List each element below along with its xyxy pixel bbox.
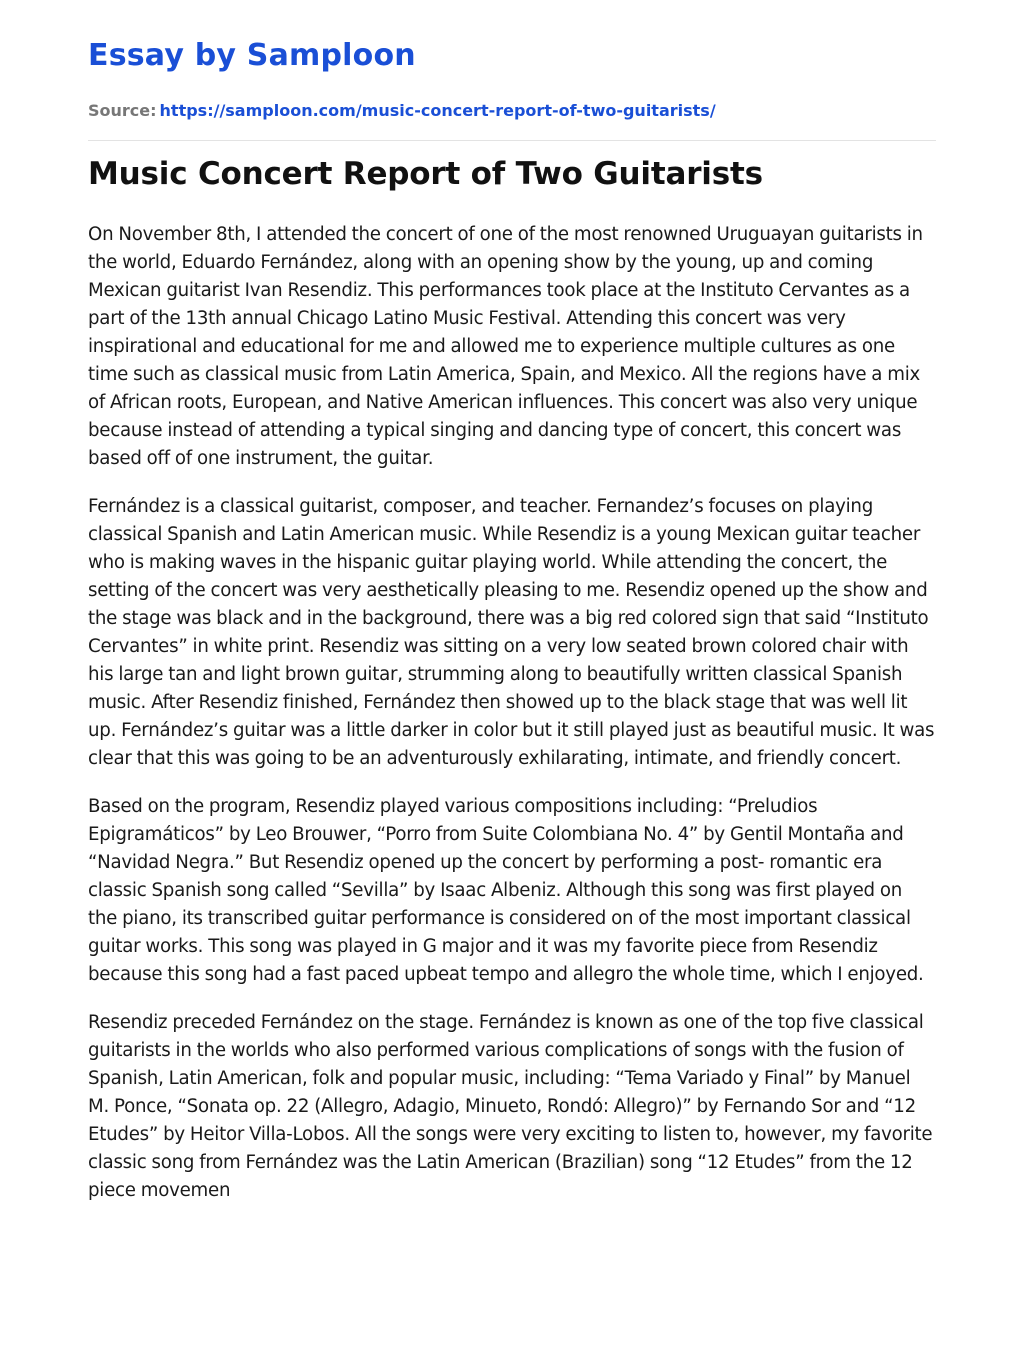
- essay-page: [88, 0, 936, 1225]
- essay-body: [88, 221, 936, 1205]
- essay-paragraph-4: Resendiz preceded Fernández on the stage. Fernández is known as one of the top five classical guitarists in the worlds who also performed various complications of songs with the fusion of Spanish, Latin American, folk and popular music, including: “Tema Variado y Final” by Manuel M. Ponce, “Sonata op. 22 (Allegro, Adagio, Minueto, Rondó: Allegro)” by Fernando Sor and “12 Etudes” by Heitor Villa-Lobos. All the songs were very exciting to listen to, however, my favorite classic song from Fernández was the Latin American (Brazilian) song “12 Etudes” from the 12 piece movemen: [88, 1012, 933, 1201]
- header-divider: [88, 140, 936, 141]
- source-line: [88, 98, 936, 124]
- source-link[interactable]: https://samploon.com/music-concert-report-of-two-guitarists/: [159, 101, 716, 120]
- essay-title: Music Concert Report of Two Guitarists: [88, 156, 763, 192]
- site-brand-title[interactable]: Essay by Samploon: [88, 38, 416, 73]
- essay-paragraph-2: Fernández is a classical guitarist, composer, and teacher. Fernandez’s focuses on playing classical Spanish and Latin American music. While Resendiz is a young Mexican guitar teacher who is making waves in the hispanic guitar playing world. While attending the concert, the setting of the concert was very aesthetically pleasing to me. Resendiz opened up the show and the stage was black and in the background, there was a big red colored sign that said “Instituto Cervantes” in white print. Resendiz was sitting on a very low seated brown colored chair with his large tan and light brown guitar, strumming along to beautifully written classical Spanish music. After Resendiz finished, Fernández then showed up to the black stage that was well lit up. Fernández’s guitar was a little darker in color but it still played just as beautiful music. It was clear that this was going to be an adventurously exhilarating, intimate, and friendly concert.: [88, 496, 935, 769]
- essay-paragraph-1: On November 8th, I attended the concert of one of the most renowned Uruguayan guitarists in the world, Eduardo Fernández, along with an opening show by the young, up and coming Mexican guitarist Ivan Resendiz. This performances took place at the Instituto Cervantes as a part of the 13th annual Chicago Latino Music Festival. Attending this concert was very inspirational and educational for me and allowed me to experience multiple cultures as one time such as classical music from Latin America, Spain, and Mexico. All the regions have a mix of African roots, European, and Native American influences. This concert was also very unique because instead of attending a typical singing and dancing type of concert, this concert was based off of one instrument, the guitar.: [88, 224, 923, 469]
- essay-paragraph-3: Based on the program, Resendiz played various compositions including: “Preludios Epigramáticos” by Leo Brouwer, “Porro from Suite Colombiana No. 4” by Gentil Montaña and “Navidad Negra.” But Resendiz opened up the concert by performing a post- romantic era classic Spanish song called “Sevilla” by Isaac Albeniz. Although this song was first played on the piano, its transcribed guitar performance is considered on of the most important classical guitar works. This song was played in G major and it was my favorite piece from Resendiz because this song had a fast paced upbeat tempo and allegro the whole time, which I enjoyed.: [88, 796, 924, 985]
- source-label: Source:: [88, 101, 157, 120]
